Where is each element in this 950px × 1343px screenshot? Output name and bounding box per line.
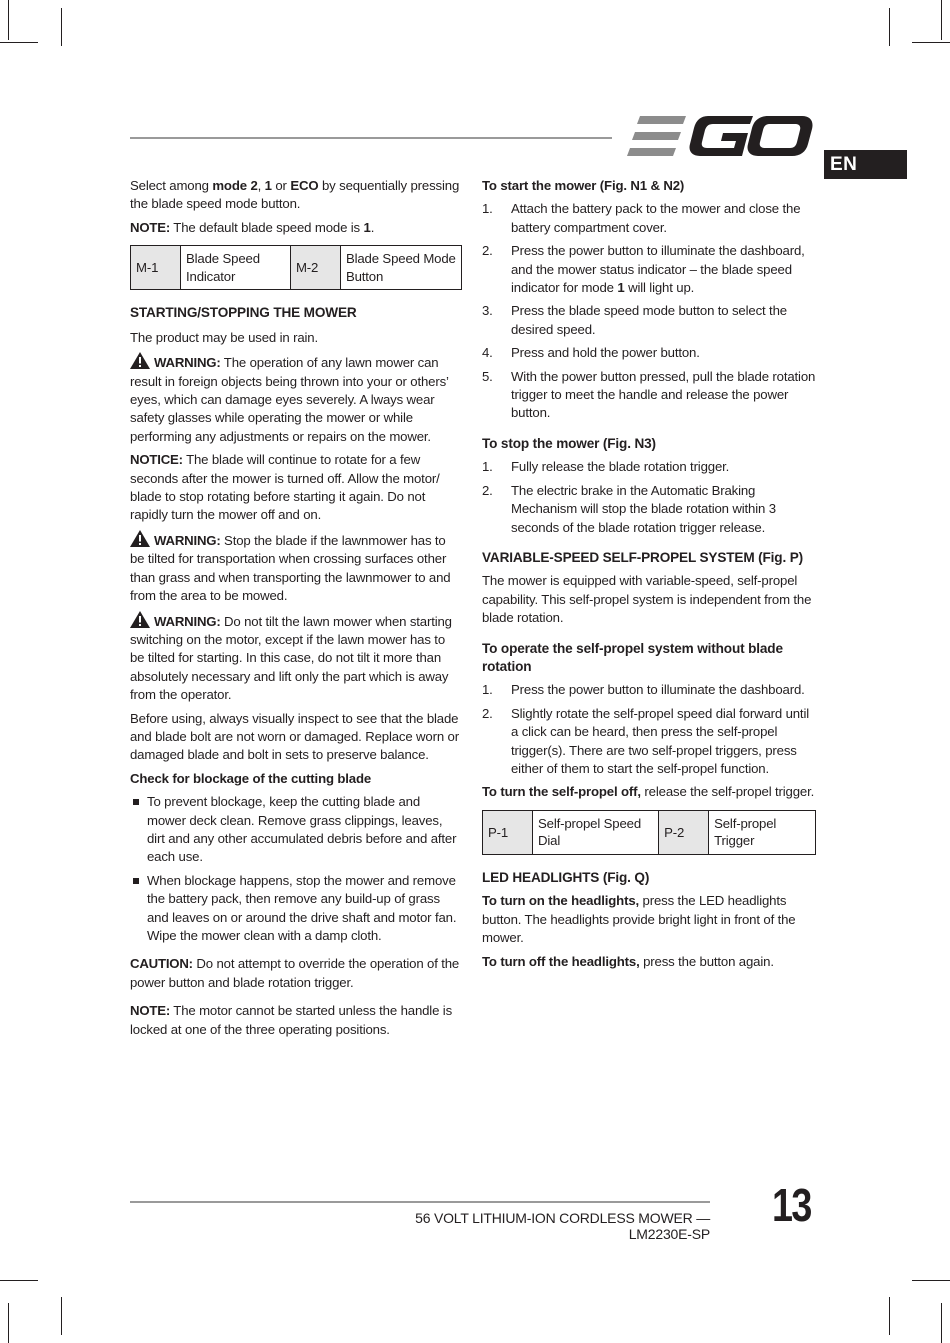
crop-mark	[61, 8, 62, 46]
start-steps	[482, 200, 816, 422]
self-propel-heading: VARIABLE-SPEED SELF-PROPEL SYSTEM (Fig. P)	[482, 549, 803, 565]
crop-mark	[941, 1303, 942, 1343]
table-cell-code: M-2	[290, 246, 340, 290]
inspect-text: Before using, always visually inspect to see that the blade and blade bolt are not worn or damaged. Replace worn or damaged blade and bolt in sets to preserve balance.	[130, 710, 459, 763]
list-item: When blockage happens, stop the mower and remove the battery pack, then remove any build-up of grass and leaves on or around the drive shaft and motor fan. Wipe the mower clean with a damp cloth.	[130, 872, 462, 946]
notice-blade-rotation: NOTICE: The blade will continue to rotate for a few seconds after the mower is turned off. Allow the motor/ blade to stop rotating before starting it again. Do not rapidly turn the mower off and on.	[130, 452, 440, 523]
table-cell-code: P-2	[659, 810, 709, 854]
led-on-text: To turn on the headlights, press the LED headlights button. The headlights provide bright light in front of the mower.	[482, 893, 796, 946]
warning-eyes: WARNING: The operation of any lawn mower can result in foreign objects being thrown into your or others’ eyes, which can damage eyes severely. A lways wear safety glasses while operating the mower or while performing any adjustments or repairs on the mower.	[130, 352, 462, 446]
section-title-starting-stopping: STARTING/STOPPING THE MOWER	[130, 305, 357, 321]
bullet-square-icon	[133, 878, 139, 884]
warning-triangle-icon	[130, 352, 150, 369]
note-default-mode: NOTE: The default blade speed mode is 1.	[130, 219, 375, 235]
crop-mark	[889, 8, 890, 46]
start-mower-heading: To start the mower (Fig. N1 & N2)	[482, 178, 685, 193]
crop-mark	[912, 1280, 950, 1281]
self-propel-text: The mower is equipped with variable-speed, self-propel capability. This self-propel system is independent from the blade rotation.	[482, 573, 812, 626]
stop-mower-heading: To stop the mower (Fig. N3)	[482, 435, 656, 451]
table-cell-code: M-1	[131, 246, 181, 290]
note-handle-locked: NOTE: The motor cannot be started unless the handle is locked at one of the three operating positions.	[130, 1003, 453, 1037]
list-item: 5. With the power button pressed, pull the blade rotation trigger to meet the handle and release the power button.	[482, 368, 816, 421]
list-item: 2. Slightly rotate the self-propel speed dial forward until a click can be heard, then press the self-propel trigger(s). There are two self-propel triggers, press either of them to start the self-propel function.	[482, 705, 810, 776]
parts-table-p	[482, 810, 816, 855]
language-tab: EN	[824, 150, 907, 179]
table-cell-label: Blade Speed Indicator	[181, 246, 291, 290]
led-headlights-heading: LED HEADLIGHTS (Fig. Q)	[482, 869, 650, 885]
crop-mark	[8, 1303, 9, 1343]
table-cell-label: Self-propel Speed Dial	[533, 810, 659, 854]
crop-mark	[0, 1280, 38, 1281]
blockage-list	[130, 793, 462, 945]
table-cell-label: Blade Speed Mode Button	[340, 246, 461, 290]
list-item: 4. Press and hold the power button.	[482, 345, 700, 361]
list-item: 3. Press the blade speed mode button to select the desired speed.	[482, 303, 787, 337]
caution-override: CAUTION: Do not attempt to override the operation of the power button and blade rotation trigger.	[130, 956, 460, 990]
check-blockage-heading: Check for blockage of the cutting blade	[130, 770, 372, 786]
list-item: 2. Press the power button to illuminate the dashboard, and the mower status indicator – the blade speed indicator for mode 1 will light up.	[482, 243, 805, 296]
stop-steps	[482, 458, 816, 537]
ego-logo	[626, 116, 814, 158]
list-item: 1. Fully release the blade rotation trigger.	[482, 459, 730, 475]
mode-select-text: Select among mode 2, 1 or ECO by sequentially pressing the blade speed mode button.	[130, 178, 460, 212]
crop-mark	[912, 42, 950, 43]
table-cell-code: P-1	[483, 810, 533, 854]
led-off-text: To turn off the headlights, press the button again.	[482, 953, 774, 969]
list-item: To prevent blockage, keep the cutting blade and mower deck clean. Remove grass clippings, leaves, dirt and any other accumulated debris before and after each use.	[130, 793, 462, 867]
list-item: 1. Attach the battery pack to the mower and close the battery compartment cover.	[482, 201, 801, 235]
crop-mark	[61, 1297, 62, 1335]
list-item: 1. Press the power button to illuminate the dashboard.	[482, 682, 805, 698]
page-number: 13	[772, 1179, 811, 1231]
warning-triangle-icon	[130, 530, 150, 547]
operate-steps	[482, 681, 816, 778]
list-item: 2. The electric brake in the Automatic Braking Mechanism will stop the blade rotation within 3 seconds of the blade rotation trigger release.	[482, 482, 776, 535]
warning-tilt-transport: WARNING: Stop the blade if the lawnmower has to be tilted for transportation when crossing surfaces other than grass and when transporting the lawnmower to and from the area to be mowed.	[130, 530, 462, 606]
warning-tilt-starting: WARNING: Do not tilt the lawn mower when starting switching on the motor, except if the lawn mower has to be tilted for starting. In this case, do not tilt it more than absolutely necessary and lift only the part which is away from the operator.	[130, 611, 462, 705]
warning-triangle-icon	[130, 611, 150, 628]
bullet-square-icon	[133, 799, 139, 805]
crop-mark	[941, 0, 942, 40]
footer-product-title: 56 VOLT LITHIUM-ION CORDLESS MOWER — LM2230E-SP	[415, 1210, 710, 1242]
footer-rule	[130, 1201, 710, 1203]
table-cell-label: Self-propel Trigger	[709, 810, 816, 854]
parts-table-m	[130, 245, 462, 290]
crop-mark	[0, 42, 38, 43]
rain-text: The product may be used in rain.	[130, 329, 318, 345]
crop-mark	[8, 0, 9, 40]
right-column	[482, 177, 816, 976]
left-column	[130, 177, 462, 1044]
header-rule	[130, 137, 612, 139]
crop-mark	[889, 1297, 890, 1335]
operate-self-propel-heading: To operate the self-propel system without blade rotation	[482, 640, 783, 674]
turn-off-self-propel: To turn the self-propel off, release the self-propel trigger.	[482, 784, 815, 800]
